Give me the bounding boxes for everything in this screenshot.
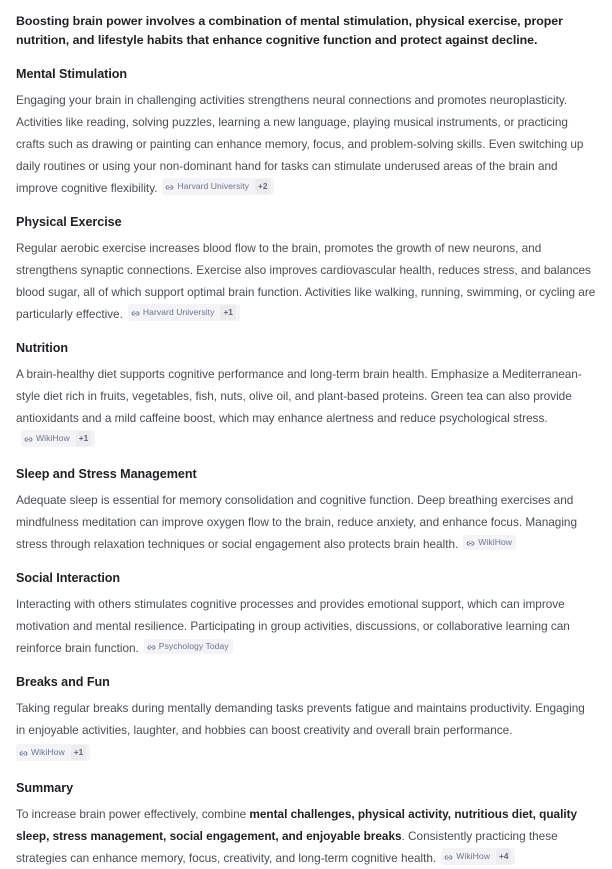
section-heading: Mental Stimulation (16, 67, 128, 81)
link-icon (147, 643, 156, 652)
link-icon (466, 539, 475, 548)
citation-source: WikiHow (31, 747, 65, 757)
citation-badge[interactable] (162, 178, 274, 195)
section-body (16, 697, 596, 765)
citation-badge[interactable] (441, 848, 515, 865)
section-heading: Sleep and Stress Management (16, 467, 197, 481)
section-heading: Social Interaction (16, 571, 121, 585)
citation-source: Harvard University (177, 181, 250, 191)
section-body (16, 363, 596, 451)
section-breaks-and-fun (16, 674, 596, 765)
section-physical-exercise (16, 214, 596, 325)
section-body (16, 489, 596, 555)
section-sleep-and-stress-management (16, 466, 596, 555)
link-icon (24, 435, 33, 444)
citation-source: WikiHow (456, 851, 490, 861)
citation-badge[interactable] (144, 639, 233, 654)
citation-more-count[interactable]: +2 (255, 179, 270, 194)
citation-badge[interactable] (128, 304, 240, 321)
section-heading: Summary (16, 781, 74, 795)
section-body-text: Interacting with others stimulates cognitive processes and provides emotional support, which can improve motivation and mental resilience. Participating in group activities, discussions, or collaborative learning can reinforce brain function. (16, 597, 570, 655)
citation-source: WikiHow (478, 537, 513, 547)
citation-source: Psychology Today (158, 641, 229, 651)
section-body-text: Engaging your brain in challenging activities strengthens neural connections and promotes neuroplasticity. Activities like reading, solving puzzles, learning a new language, playing musical instruments, or practicing crafts such as drawing or painting can enhance memory, focus, and problem-solving skills. Even switching up daily routines or using your non-dominant hand for tasks can stimulate underused areas of the brain and improve cognitive flexibility. (16, 93, 584, 195)
section-body-text: Adequate sleep is essential for memory consolidation and cognitive function. Deep breathing exercises and mindfulness meditation can improve oxygen flow to the brain, reduce anxiety, and enhance focus. Managing stress through relaxation techniques or social engagement also protects brain health. (16, 493, 578, 551)
citation-badge[interactable] (21, 430, 95, 447)
citation-badge[interactable] (463, 535, 516, 550)
link-icon (165, 183, 174, 192)
section-body-text: Regular aerobic exercise increases blood flow to the brain, promotes the growth of new neurons, and strengthens synaptic connections. Exercise also improves cardiovascular health, reduces stress, and balances blood sugar, all of which support optimal brain function. Activities like walking, running, swimming, or cycling are particularly effective. (16, 241, 596, 321)
section-summary (16, 780, 596, 869)
summary-highlight: mental challenges, physical activity, nutritious diet, quality sleep, stress management, social engagement, and enjoyable breaks (16, 807, 578, 843)
summary-suffix: . Consistently practicing these strategies can enhance memory, focus, creativity, and long-term cognitive health. (16, 829, 558, 865)
section-body-text: Taking regular breaks during mentally demanding tasks prevents fatigue and maintains productivity. Engaging in enjoyable activities, laughter, and hobbies can boost creativity and overall brain performance. (16, 701, 585, 737)
section-heading: Nutrition (16, 341, 69, 355)
citation-badge[interactable] (16, 744, 90, 761)
section-body-text: A brain-healthy diet supports cognitive performance and long-term brain health. Emphasize a Mediterranean-style diet rich in fruits, vegetables, fish, nuts, olive oil, and plant-based proteins. Green tea can also provide antioxidants and a mild caffeine boost, which may enhance alertness and reduce psychological stress. (16, 367, 582, 425)
section-body (16, 89, 596, 199)
section-mental-stimulation (16, 66, 596, 199)
summary-prefix: To increase brain power effectively, combine (16, 807, 250, 821)
section-nutrition (16, 340, 596, 451)
section-social-interaction (16, 570, 596, 659)
section-body (16, 803, 596, 869)
citation-source: Harvard University (142, 307, 215, 317)
section-body (16, 593, 596, 659)
section-heading: Breaks and Fun (16, 675, 110, 689)
link-icon (131, 309, 140, 318)
citation-more-count[interactable]: +1 (76, 431, 91, 446)
link-icon (444, 853, 453, 862)
citation-more-count[interactable]: +4 (496, 849, 511, 864)
citation-row (16, 743, 596, 765)
citation-more-count[interactable]: +1 (220, 305, 235, 320)
section-body (16, 237, 596, 325)
citation-source: WikiHow (36, 433, 70, 443)
citation-more-count[interactable]: +1 (71, 745, 86, 760)
section-heading: Physical Exercise (16, 215, 122, 229)
document-intro: Boosting brain power involves a combination of mental stimulation, physical exercise, proper nutrition, and lifestyle habits that enhance cognitive function and protect against decline. (16, 14, 563, 47)
